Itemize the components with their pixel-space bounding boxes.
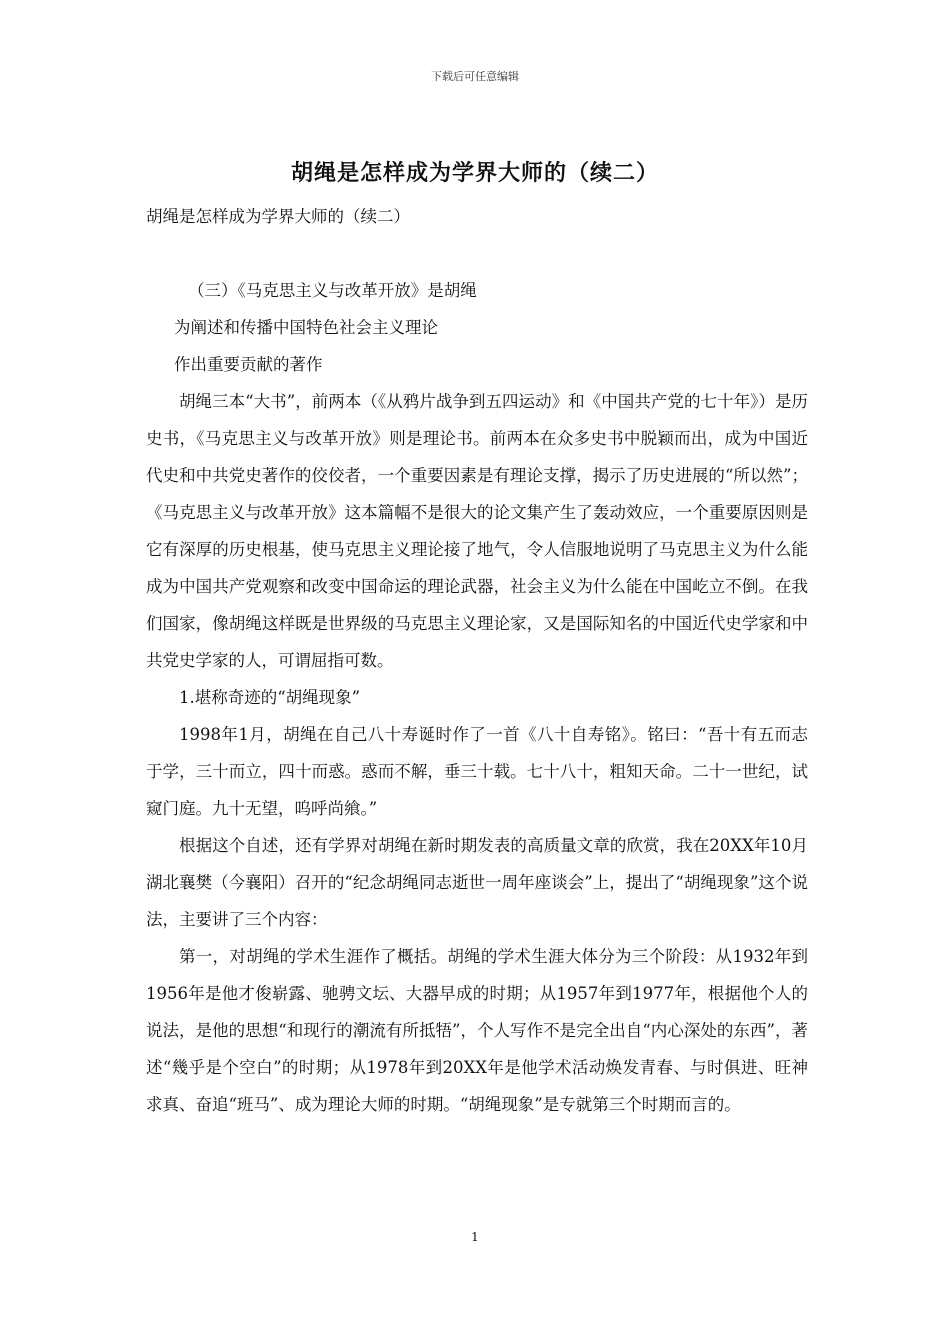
body-paragraph: 第一，对胡绳的学术生涯作了概括。胡绳的学术生涯大体分为三个阶段：从1932年到1956年是他才俊崭露、驰骋文坛、大器早成的时期；从1957年到1977年，根据他个人的说法，是他的思想“和现行的潮流有所抵牾”，个人写作不是完全出自“内心深处的东西”，著述“幾乎是个空白”的时期；从1978年到20XX年是他学术活动焕发青春、与时俱进、旺神求真、奋追“班马”、成为理论大师的时期。“胡绳现象”是专就第三个时期而言的。 <box>146 947 808 1114</box>
body-paragraph: 1998年1月，胡绳在自己八十寿诞时作了一首《八十自寿铭》。铭曰：“吾十有五而志于学，三十而立，四十而惑。惑而不解，垂三十载。七十八十，粗知天命。二十一世纪，试窥门庭。九十无望，呜呼尚飨。” <box>146 725 808 818</box>
body-paragraph: 胡绳三本“大书”，前两本（《从鸦片战争到五四运动》和《中国共产党的七十年》）是历史书，《马克思主义与改革开放》则是理论书。前两本在众多史书中脱颖而出，成为中国近代史和中共党史著作的佼佼者，一个重要因素是有理论支撑，揭示了历史进展的“所以然”；《马克思主义与改革开放》这本篇幅不是很大的论文集产生了轰动效应，一个重要原因则是它有深厚的历史根基，使马克思主义理论接了地气，令人信服地说明了马克思主义为什么能成为中国共产党观察和改变中国命运的理论武器，社会主义为什么能在中国屹立不倒。在我们国家，像胡绳这样既是世界级的马克思主义理论家，又是国际知名的中国近代史学家和中共党史学家的人，可谓屈指可数。 <box>146 392 808 670</box>
section-heading-line-1: （三）《马克思主义与改革开放》是胡绳 <box>188 281 477 300</box>
section-heading-line-3: 作出重要贡献的著作 <box>174 355 323 374</box>
subtitle-paragraph: 胡绳是怎样成为学界大师的（续二） <box>146 207 410 226</box>
body-paragraph: 根据这个自述，还有学界对胡绳在新时期发表的高质量文章的欣赏，我在20XX年10月湖北襄樊（今襄阳）召开的“纪念胡绳同志逝世一周年座谈会”上，提出了“胡绳现象”这个说法，主要讲了三个内容： <box>146 836 808 929</box>
subsection-heading: 1.堪称奇迹的“胡绳现象” <box>179 688 361 707</box>
blank-line <box>146 235 808 272</box>
header-note: 下载后可任意编辑 <box>431 70 519 83</box>
section-heading-line-2: 为阐述和传播中国特色社会主义理论 <box>174 318 438 337</box>
page-number: 1 <box>471 1230 479 1244</box>
document-title: 胡绳是怎样成为学界大师的（续二） <box>290 160 659 186</box>
document-body <box>146 198 808 1123</box>
